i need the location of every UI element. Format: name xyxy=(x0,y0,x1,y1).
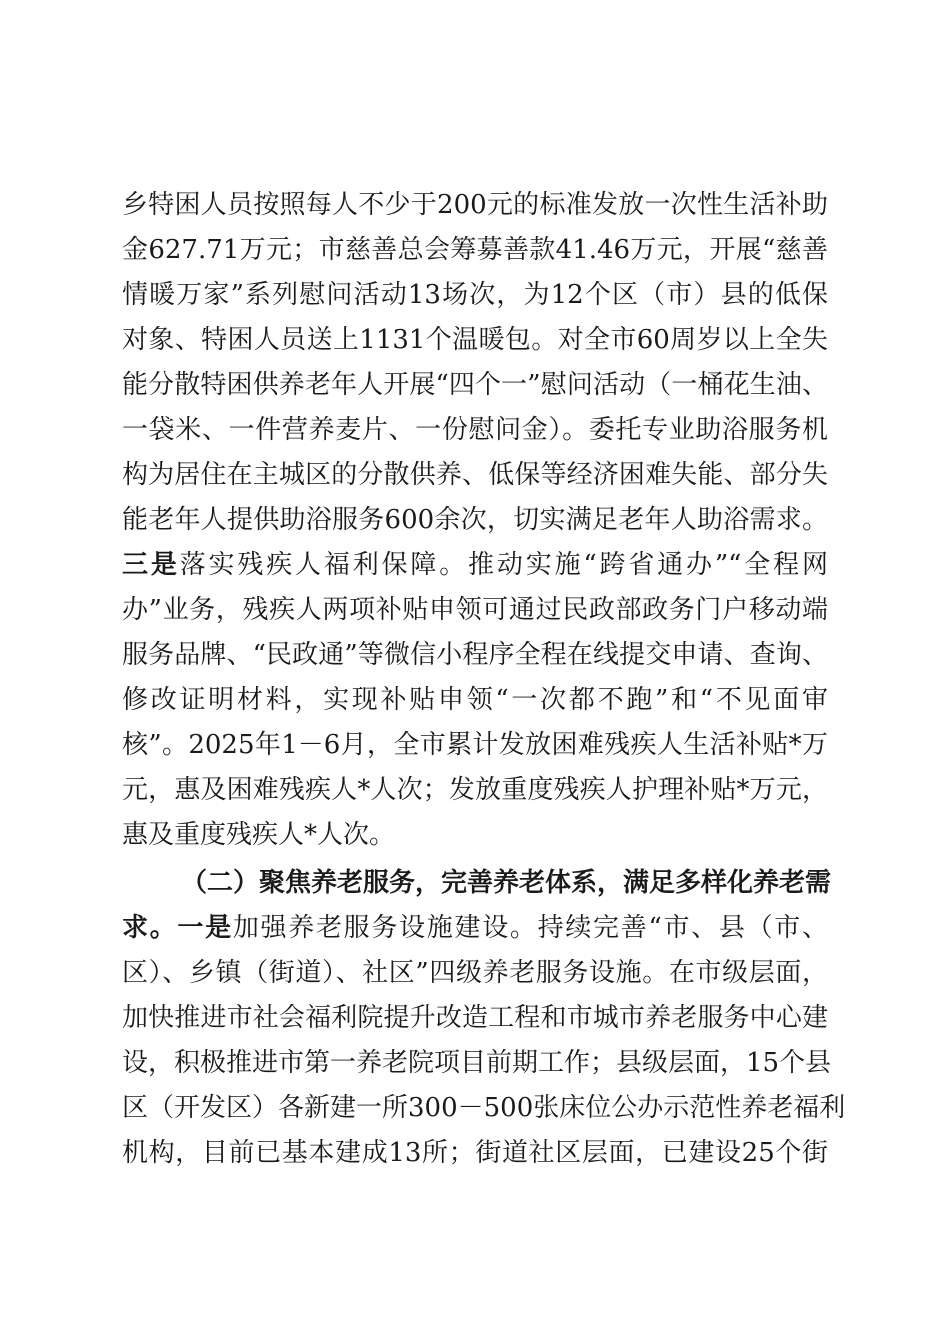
heading-rest-text: 加强养老服务设施建设。持续完善“市、县（市、 xyxy=(232,913,828,943)
paragraph-line: 乡特困人员按照每人不少于200元的标准发放一次性生活补助 xyxy=(122,190,828,220)
paragraph-line: 元，惠及困难残疾人*人次；发放重度残疾人护理补贴*万元， xyxy=(122,775,828,805)
paragraph-line: 情暖万家”系列慰问活动13场次，为12个区（市）县的低保 xyxy=(122,280,828,310)
paragraph-line: 区（开发区）各新建一所300－500张床位公办示范性养老福利 xyxy=(122,1093,846,1123)
section3-first-text: 落实残疾人福利保障。推动实施“跨省通办”“全程网 xyxy=(179,550,828,580)
paragraph-line: 服务品牌、“民政通”等微信小程序全程在线提交申请、查询、 xyxy=(122,640,828,670)
paragraph-line: 一袋米、一件营养麦片、一份慰问金）。委托专业助浴服务机 xyxy=(122,415,828,445)
paragraph-last-line: 惠及重度残疾人*人次。 xyxy=(122,820,396,850)
section-heading: （二）聚焦养老服务，完善养老体系，满足多样化养老需 xyxy=(181,868,832,898)
paragraph-line: 设，积极推进市第一养老院项目前期工作；县级层面，15个县 xyxy=(122,1048,832,1078)
heading-bold-part: 求。一是 xyxy=(122,913,233,943)
paragraph-line: 办”业务，残疾人两项补贴申领可通过民政部政务门户移动端 xyxy=(122,595,828,625)
section3-lead: 三是 xyxy=(122,550,180,580)
paragraph-line: 金627.71万元；市慈善总会筹募善款41.46万元，开展“慈善 xyxy=(122,235,828,265)
paragraph-line: 修改证明材料，实现补贴申领“一次都不跑”和“不见面审 xyxy=(122,685,828,715)
paragraph-line: 能分散特困供养老年人开展“四个一”慰问活动（一桶花生油、 xyxy=(122,370,828,400)
paragraph-line: 区）、乡镇（街道）、社区”四级养老服务设施。在市级层面， xyxy=(122,958,828,988)
paragraph-line: 机构，目前已基本建成13所；街道社区层面，已建设25个街 xyxy=(122,1138,828,1168)
paragraph-line: 能老年人提供助浴服务600余次，切实满足老年人助浴需求。 xyxy=(122,505,828,535)
section3-first-line xyxy=(122,550,828,580)
section-heading-continuation xyxy=(122,913,828,943)
paragraph-line: 核”。2025年1－6月，全市累计发放困难残疾人生活补贴*万 xyxy=(122,730,828,760)
paragraph-line: 构为居住在主城区的分散供养、低保等经济困难失能、部分失 xyxy=(122,460,828,490)
paragraph-line: 加快推进市社会福利院提升改造工程和市城市养老服务中心建 xyxy=(122,1003,828,1033)
paragraph-line: 对象、特困人员送上1131个温暖包。对全市60周岁以上全失 xyxy=(122,325,828,355)
